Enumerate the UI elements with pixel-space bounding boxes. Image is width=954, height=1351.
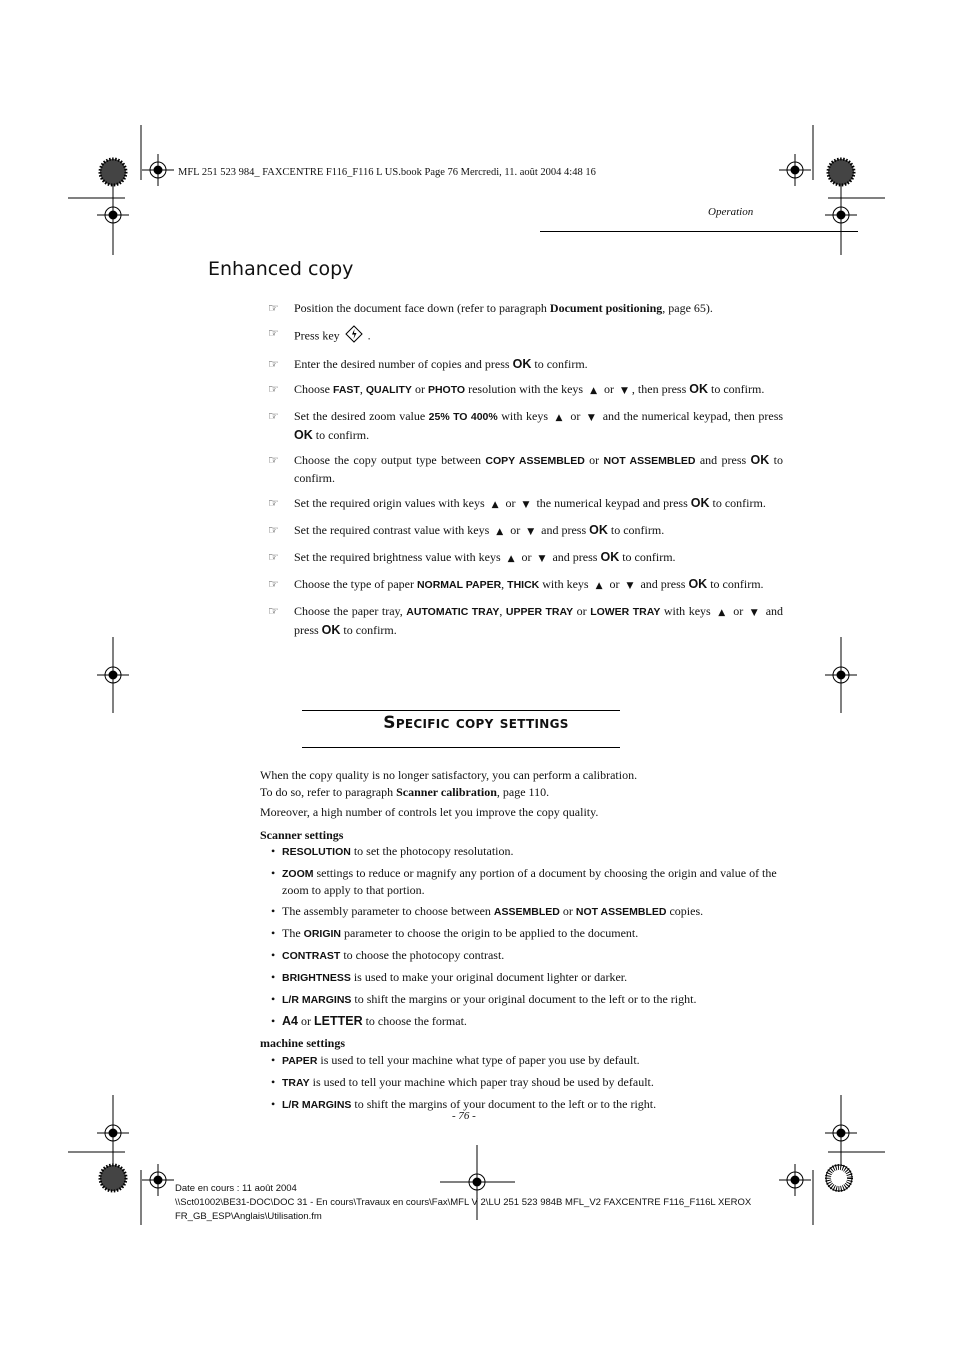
pointing-hand-icon: ☞ (268, 604, 279, 618)
procedure-step (268, 603, 783, 639)
text-run: , then press (631, 382, 690, 396)
text-run: to confirm. (312, 428, 370, 442)
text-run: to confirm. (708, 382, 765, 396)
text-run: to confirm. (607, 523, 665, 537)
intro-paragraph (260, 784, 783, 801)
footer-line: \\Sct01002\BE31-DOC\DOC 31 - En cours\Travaux en cours\Fax\MFL V 2\LU 251 523 984B MFL_V2 FAXCENTRE F116_F116L XEROX (175, 1197, 752, 1208)
text-run: To do so, refer to paragraph (260, 784, 397, 799)
menu-option-label: NORMAL PAPER (416, 579, 502, 591)
procedure-step (268, 408, 783, 444)
procedure-steps (268, 300, 783, 647)
text-run: settings to reduce or magnify any portion of a document by choosing the origin and value of the zoom to apply to that portion. (282, 865, 777, 898)
list-item (260, 843, 783, 861)
reference-link-text: Scanner calibration (396, 784, 497, 799)
up-arrow-icon: ▲ (507, 554, 515, 564)
text-run: Enter the desired number of copies and press (294, 357, 513, 371)
pointing-hand-icon: ☞ (268, 550, 279, 564)
list-item (260, 1013, 783, 1030)
subsection-title: Specific copy settings (383, 713, 569, 733)
text-run: or (507, 523, 524, 537)
procedure-step (268, 495, 783, 514)
text-run: to set the photocopy resolutation. (350, 844, 514, 858)
menu-option-label: UPPER TRAY (505, 606, 574, 618)
key-label: OK (750, 453, 770, 467)
up-arrow-icon: ▲ (718, 608, 726, 618)
menu-option-label: ASSEMBLED (493, 906, 560, 919)
text-run: or (502, 496, 519, 510)
menu-option-label: PAPER (282, 1054, 318, 1067)
text-run: with keys (497, 409, 552, 423)
text-run: Choose (294, 382, 333, 396)
text-run: to choose the photocopy contrast. (340, 948, 505, 963)
pointing-hand-icon: ☞ (268, 409, 279, 423)
pointing-hand-icon: ☞ (268, 577, 279, 591)
text-run: is used to tell your machine which paper tray shoud be used by default. (309, 1074, 654, 1089)
text-run: with keys (539, 577, 592, 591)
list-item (260, 925, 783, 943)
pointing-hand-icon: ☞ (268, 326, 279, 340)
page-number: - 76 - (452, 1110, 476, 1122)
up-arrow-icon: ▲ (496, 527, 504, 537)
text-run: Choose the type of paper (294, 577, 417, 591)
text-run: is used to tell your machine what type of paper you use by default. (317, 1052, 640, 1067)
subsection-rule-bottom (302, 747, 620, 748)
text-run: and the numerical keypad, then press (599, 409, 784, 423)
menu-option-label: 25% TO 400% (428, 411, 498, 423)
text-run: to confirm. (619, 550, 676, 564)
down-arrow-icon: ▼ (621, 386, 628, 396)
key-label: OK (321, 623, 341, 637)
text-run: and press (294, 604, 784, 637)
text-run: , (501, 577, 508, 591)
procedure-step (268, 300, 783, 317)
pointing-hand-icon: ☞ (268, 453, 279, 467)
menu-option-label: NOT ASSEMBLED (575, 906, 667, 919)
text-run: or (566, 409, 584, 423)
text-run: the numerical keypad and press (533, 496, 691, 510)
menu-option-label: L/R MARGINS (282, 1098, 352, 1111)
down-arrow-icon: ▼ (522, 500, 530, 510)
text-run: to confirm. (707, 577, 764, 591)
text-run: or (518, 550, 535, 564)
text-run: to choose the format. (362, 1013, 467, 1028)
menu-option-label: L/R MARGINS (282, 993, 352, 1006)
key-label: OK (689, 382, 708, 396)
text-run: Set the desired zoom value (294, 409, 429, 423)
text-run: Set the required origin values with keys (294, 496, 488, 510)
menu-option-label: ZOOM (282, 867, 314, 880)
text-run: Moreover, a high number of controls let you improve the copy quality. (260, 805, 599, 819)
print-footer (175, 1182, 751, 1224)
text-run: or (606, 577, 623, 591)
up-arrow-icon: ▲ (555, 413, 563, 423)
text-run: and press (538, 523, 590, 537)
text-run: Choose the paper tray, (294, 604, 407, 618)
menu-option-label: COPY ASSEMBLED (485, 455, 585, 467)
pointing-hand-icon: ☞ (268, 301, 279, 315)
footer-line: FR_GB_ESP\Anglais\Utilisation.fm (175, 1211, 322, 1222)
scanner-settings-list (260, 843, 783, 1029)
text-run: Choose the copy output type between (294, 453, 486, 467)
text-run: Press key (294, 328, 343, 343)
text-run: or (559, 904, 576, 919)
key-label: OK (294, 428, 313, 442)
up-arrow-icon: ▲ (590, 386, 597, 396)
text-run: or (729, 604, 747, 618)
key-label: OK (589, 523, 608, 537)
text-run: Position the document face down (refer to paragraph (294, 301, 550, 315)
text-run: resolution with the keys (465, 382, 587, 396)
copy-key-icon (345, 325, 363, 348)
list-item (260, 1074, 783, 1092)
procedure-step (268, 325, 783, 348)
down-arrow-icon: ▼ (750, 608, 759, 618)
text-run: The (282, 926, 304, 941)
menu-option-label: LOWER TRAY (590, 606, 661, 618)
list-item (260, 1096, 783, 1114)
text-run: parameter to choose the origin to be applied to the document. (341, 926, 639, 941)
down-arrow-icon: ▼ (538, 554, 546, 564)
procedure-step (268, 549, 783, 568)
list-item (260, 1052, 783, 1070)
list-item (260, 865, 783, 899)
running-header: Operation (708, 206, 754, 218)
procedure-step (268, 452, 783, 487)
key-label: OK (688, 577, 708, 591)
text-run: , page 65). (662, 301, 713, 315)
text-run: , (499, 604, 506, 618)
key-label: OK (512, 357, 532, 371)
text-run: , page 110. (496, 784, 550, 799)
text-run: . (364, 328, 371, 343)
list-item (260, 969, 783, 987)
text-run: to confirm. (340, 623, 397, 637)
menu-option-label: PHOTO (427, 384, 466, 396)
text-run: or (601, 382, 617, 396)
list-item (260, 991, 783, 1009)
text-run: or (297, 1013, 314, 1028)
procedure-step (268, 522, 783, 541)
text-run: to confirm. (709, 496, 766, 510)
text-run: and press (695, 453, 751, 467)
text-run: , (359, 382, 366, 396)
intro-paragraph (260, 767, 783, 784)
menu-option-label: BRIGHTNESS (282, 971, 351, 984)
up-arrow-icon: ▲ (595, 581, 603, 591)
list-item (260, 947, 783, 965)
pointing-hand-icon: ☞ (268, 382, 279, 396)
list-item (260, 903, 783, 921)
menu-option-label: FAST (333, 384, 360, 396)
text-run: is used to make your original document lighter or darker. (350, 969, 628, 984)
text-run: and press (637, 577, 689, 591)
menu-option-label: AUTOMATIC TRAY (406, 606, 500, 618)
pointing-hand-icon: ☞ (268, 357, 279, 371)
up-arrow-icon: ▲ (491, 500, 499, 510)
menu-option-label: NOT ASSEMBLED (603, 455, 696, 467)
text-run: The assembly parameter to choose between (282, 904, 494, 919)
text-run: to confirm. (531, 357, 588, 371)
menu-option-label: RESOLUTION (282, 846, 351, 858)
menu-option-label: QUALITY (365, 384, 412, 396)
key-label: A4 (282, 1013, 298, 1028)
text-run: and press (549, 550, 601, 564)
footer-line: Date en cours : 11 août 2004 (175, 1183, 297, 1194)
text-run: with keys (660, 604, 715, 618)
intro-paragraphs (260, 767, 783, 821)
menu-option-label: ORIGIN (303, 928, 341, 941)
text-run: to shift the margins of your document to the left or to the right. (351, 1096, 657, 1111)
down-arrow-icon: ▼ (527, 527, 535, 537)
text-run: When the copy quality is no longer satisfactory, you can perform a calibration. (260, 768, 638, 782)
settings-body (260, 767, 783, 1117)
procedure-step (268, 576, 783, 595)
text-run: or (573, 604, 591, 618)
procedure-step (268, 356, 783, 373)
pointing-hand-icon: ☞ (268, 496, 279, 510)
text-run: to shift the margins or your original document to the left or to the right. (351, 991, 697, 1006)
key-label: OK (690, 496, 710, 510)
down-arrow-icon: ▼ (587, 413, 596, 423)
section-title: Enhanced copy (208, 258, 354, 280)
text-run: copies. (666, 904, 704, 919)
text-run: or (411, 382, 428, 396)
header-rule (540, 231, 858, 232)
key-label: OK (600, 550, 620, 564)
intro-paragraph (260, 804, 783, 821)
menu-option-label: THICK (507, 579, 540, 591)
text-run: to confirm. (294, 453, 783, 485)
key-label: LETTER (313, 1013, 363, 1028)
machine-settings-heading: machine settings (260, 1036, 345, 1051)
scanner-settings-heading: Scanner settings (260, 827, 344, 842)
machine-settings-list (260, 1052, 783, 1113)
print-header: MFL 251 523 984_ FAXCENTRE F116_F116 L US.book Page 76 Mercredi, 11. août 2004 4:48 16 (178, 167, 596, 178)
procedure-step (268, 381, 783, 400)
text-run: or (584, 453, 604, 467)
text-run: Set the required contrast value with keys (294, 523, 493, 537)
reference-link-text: Document positioning (549, 301, 663, 315)
down-arrow-icon: ▼ (626, 581, 634, 591)
text-run: Set the required brightness value with keys (294, 550, 504, 564)
menu-option-label: CONTRAST (282, 950, 341, 963)
subsection-rule-top (302, 710, 620, 711)
pointing-hand-icon: ☞ (268, 523, 279, 537)
menu-option-label: TRAY (282, 1076, 310, 1089)
